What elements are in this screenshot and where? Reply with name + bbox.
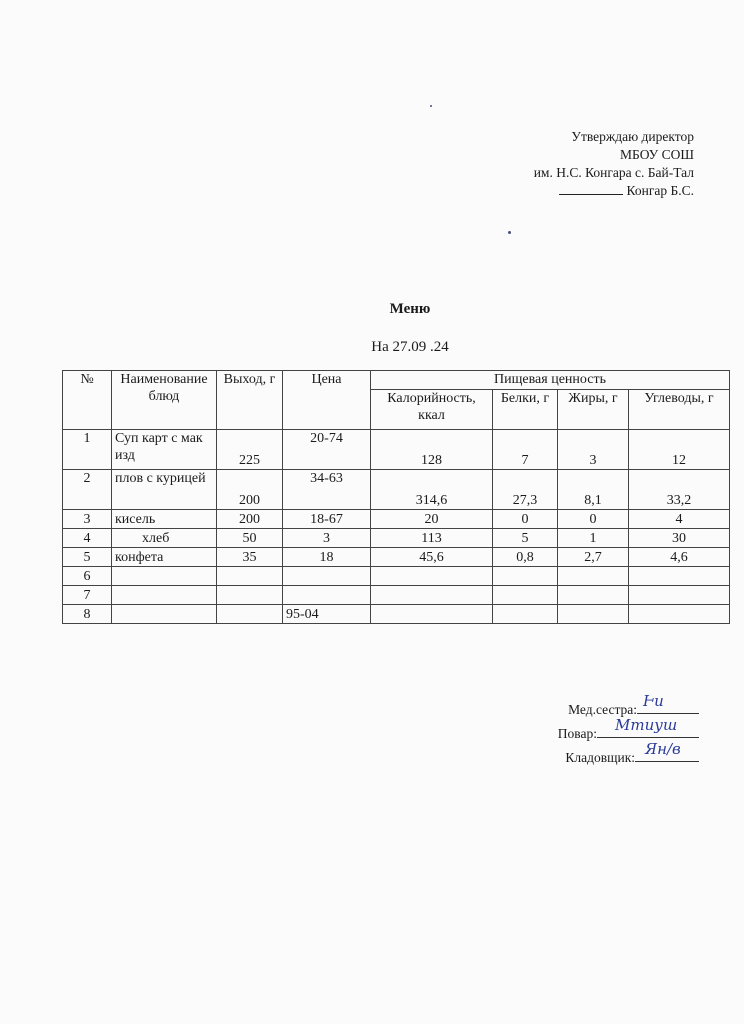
cell-name [112,567,217,586]
cell-proteins [493,605,558,624]
cell-fats: 0 [558,510,629,529]
cell-price: 95-04 [283,605,371,624]
cell-no: 7 [63,586,112,605]
director-signature-line [559,182,623,195]
cell-no: 6 [63,567,112,586]
cell-yield [217,567,283,586]
cell-calories: 128 [371,430,493,470]
header-yield: Выход, г [217,371,283,430]
cell-name [112,586,217,605]
cell-price: 20-74 [283,430,371,470]
cell-no: 3 [63,510,112,529]
cell-carbs [629,605,730,624]
cell-carbs [629,586,730,605]
cell-calories: 314,6 [371,470,493,510]
cell-proteins: 27,3 [493,470,558,510]
scan-speck [430,105,432,107]
approval-line-3: им. Н.С. Конгара с. Бай-Тал [533,165,694,180]
header-fats: Жиры, г [558,390,629,430]
cell-calories [371,567,493,586]
nurse-signature-line [637,692,699,714]
cell-yield [217,586,283,605]
nurse-label: Мед.сестра: [568,702,637,717]
cell-proteins: 5 [493,529,558,548]
header-carbs: Углеводы, г [629,390,730,430]
cell-no: 2 [63,470,112,510]
cell-no: 1 [63,430,112,470]
cell-calories: 113 [371,529,493,548]
cell-price: 18 [283,548,371,567]
cell-price [283,586,371,605]
cell-yield: 225 [217,430,283,470]
signatures-block [557,692,699,769]
cell-fats [558,567,629,586]
storekeeper-label: Кладовщик: [565,750,635,765]
table-row [63,510,730,529]
storekeeper-signature: Ян/в [645,740,681,758]
approval-line-1: Утверждаю директор [571,129,694,144]
cell-fats: 8,1 [558,470,629,510]
header-calories: Калорийность, ккал [371,390,493,430]
cook-signature-line [597,716,699,738]
cell-yield [217,605,283,624]
cook-label: Повар: [557,726,597,741]
storekeeper-signature-row [558,740,699,769]
cell-fats: 2,7 [558,548,629,567]
cell-price: 34-63 [283,470,371,510]
table-row [63,430,730,470]
table-row [63,529,730,548]
nurse-signature: Ͱи [643,692,664,710]
cell-calories [371,586,493,605]
cell-name: конфета [112,548,217,567]
cell-name: кисель [112,510,217,529]
cell-name: хлеб [112,529,217,548]
cell-proteins [493,586,558,605]
cell-proteins [493,567,558,586]
cell-carbs: 12 [629,430,730,470]
table-row [63,567,730,586]
scan-speck [508,231,511,234]
cell-calories: 45,6 [371,548,493,567]
cell-calories: 20 [371,510,493,529]
header-proteins: Белки, г [493,390,558,430]
cell-proteins: 0,8 [493,548,558,567]
cell-proteins: 0 [493,510,558,529]
approval-line-2: МБОУ СОШ [620,147,694,162]
cell-carbs: 4,6 [629,548,730,567]
cell-yield: 50 [217,529,283,548]
approval-line-4 [534,182,694,200]
header-nutrition: Пищевая ценность [371,371,730,390]
approval-block [534,128,694,200]
cell-yield: 200 [217,510,283,529]
cell-name [112,605,217,624]
cell-name: плов с курицей [112,470,217,510]
cell-no: 4 [63,529,112,548]
cell-price: 18-67 [283,510,371,529]
storekeeper-signature-line [635,740,699,762]
menu-date: На 27.09 .24 [371,339,449,355]
cell-fats: 3 [558,430,629,470]
director-name: Конгар Б.С. [626,183,694,198]
cell-yield: 200 [217,470,283,510]
table-row [63,586,730,605]
cell-price: 3 [283,529,371,548]
cell-calories [371,605,493,624]
cook-signature: Мmиуш [615,716,678,734]
table-row [63,548,730,567]
header-no: № [63,371,112,430]
cell-carbs: 4 [629,510,730,529]
cell-carbs: 33,2 [629,470,730,510]
cell-proteins: 7 [493,430,558,470]
cell-carbs [629,567,730,586]
cell-no: 5 [63,548,112,567]
cell-no: 8 [63,605,112,624]
header-price: Цена [283,371,371,430]
table-row [63,605,730,624]
cell-fats: 1 [558,529,629,548]
cell-yield: 35 [217,548,283,567]
cell-name: Суп карт с мак изд [112,430,217,470]
table-row [63,470,730,510]
header-name: Наименование блюд [112,371,217,430]
cell-fats [558,605,629,624]
menu-table [62,370,730,624]
page-title: Меню [389,301,431,317]
cell-carbs: 30 [629,529,730,548]
cell-fats [558,586,629,605]
cell-price [283,567,371,586]
